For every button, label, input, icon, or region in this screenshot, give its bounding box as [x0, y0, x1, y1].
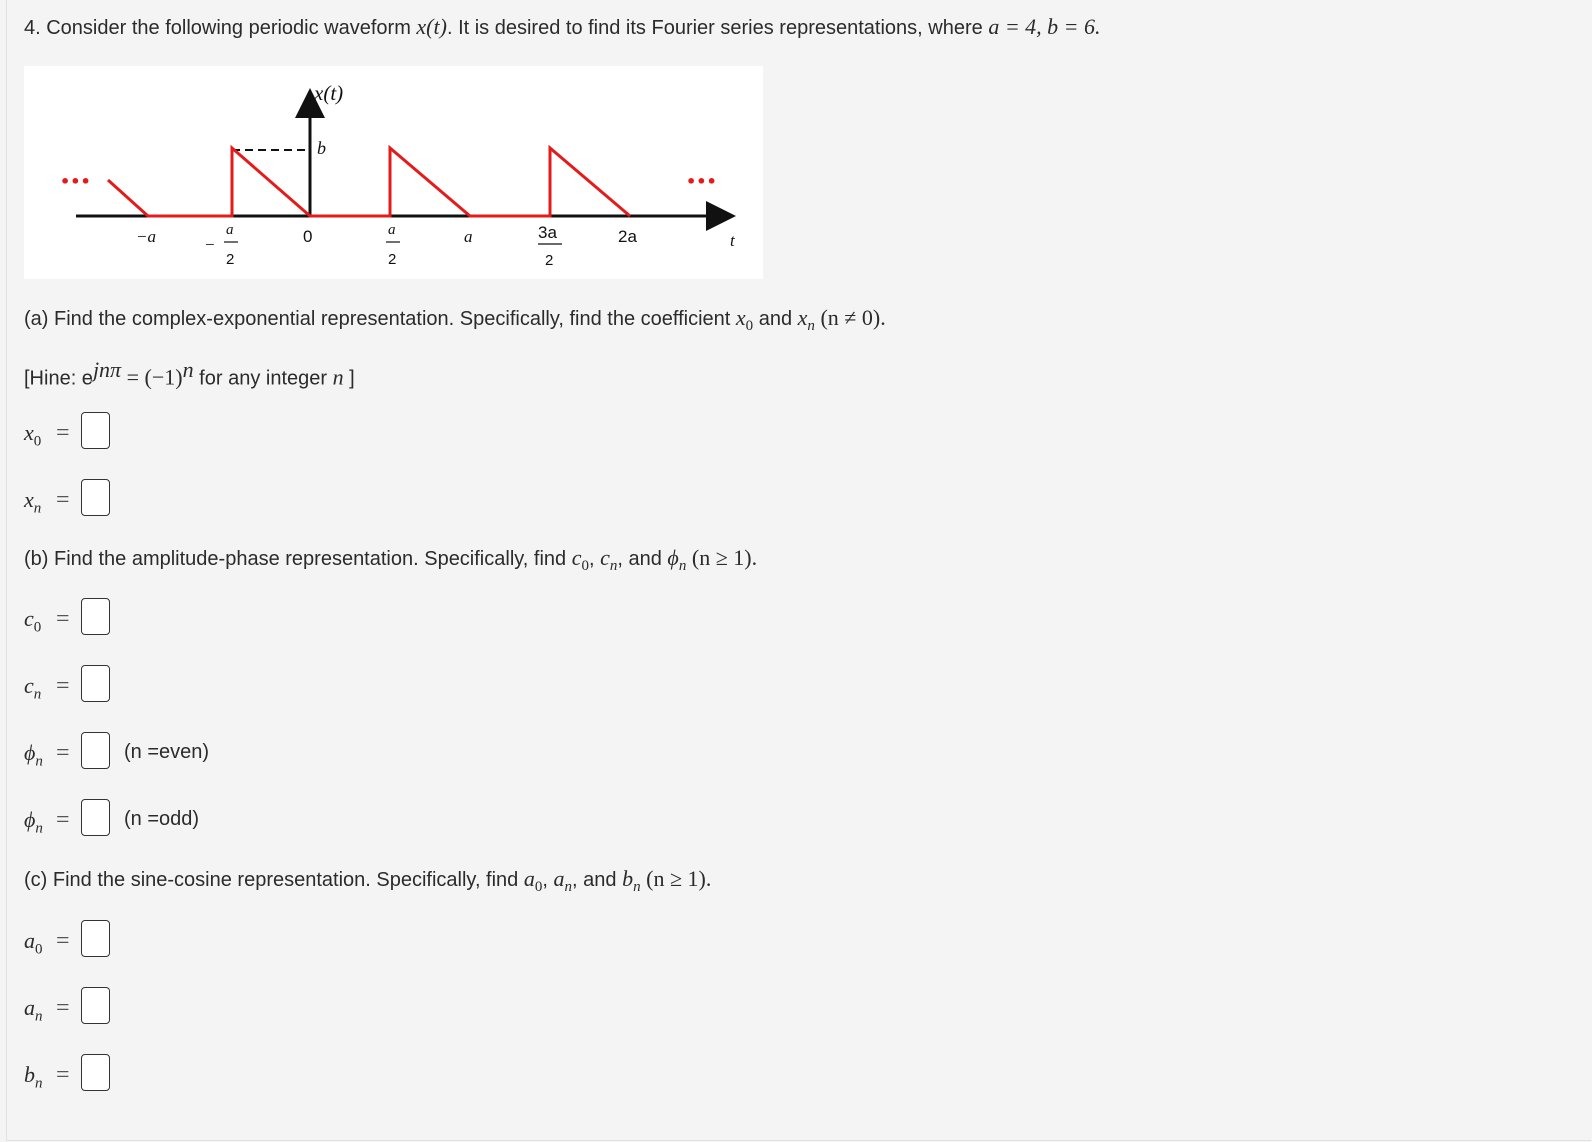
tick-two-a: 2a — [618, 227, 637, 246]
params: a = 4, b = 6. — [988, 14, 1101, 39]
an-equals: = — [56, 995, 70, 1021]
c0-equals: = — [56, 606, 70, 632]
cn-answer-box[interactable] — [81, 665, 110, 702]
right-ellipsis: ••• — [686, 172, 717, 191]
part-a-prompt: (a) Find the complex-exponential representation. Specifically, find the coefficient $x_0$ and $x_n$ (n ≠ 0). — [24, 305, 886, 334]
xn-equals: = — [56, 487, 70, 513]
question-title: 4. Consider the following periodic waveform x(t). It is desired to find its Fourier series representations, where a = 4, b = 6. — [24, 14, 1101, 39]
phi-even-label: $\phi_n$ — [24, 740, 43, 770]
waveform-svg — [24, 66, 763, 279]
cn-equals: = — [56, 673, 70, 699]
x0-label: $x_0$ — [24, 420, 42, 450]
part-a-hint: [Hine: $e^{jn\pi} = (-1)^n$ for any integer n ] — [24, 357, 355, 390]
phi-odd-condition: (n =odd) — [124, 808, 200, 830]
phi-odd-answer-box[interactable] — [81, 799, 110, 836]
tick-zero: 0 — [303, 227, 313, 246]
a0-label: $a_0$ — [24, 928, 43, 958]
an-label: $a_n$ — [24, 995, 43, 1025]
xn-answer-box[interactable] — [81, 479, 110, 516]
c0-answer-box[interactable] — [81, 598, 110, 635]
left-ellipsis: ••• — [60, 172, 91, 191]
phi-even-equals: = — [56, 740, 70, 766]
tick-neg-half-num: a — [226, 222, 234, 238]
tick-half-num: a — [388, 222, 396, 238]
tick-three-half-num: 3a — [538, 223, 557, 242]
xn-label: $x_n$ — [24, 487, 42, 517]
waveform-figure — [24, 66, 763, 279]
t-label: t — [730, 231, 735, 250]
x0-equals: = — [56, 420, 70, 446]
bn-answer-box[interactable] — [81, 1054, 110, 1091]
bn-equals: = — [56, 1062, 70, 1088]
tick-three-half-den: 2 — [545, 252, 554, 269]
x-of-t: x(t) — [416, 14, 447, 39]
phi-odd-label: $\phi_n$ — [24, 807, 43, 837]
phi-odd-equals: = — [56, 807, 70, 833]
tick-neg-half-sign: − — [205, 235, 215, 254]
phi-even-condition: (n =even) — [124, 741, 210, 763]
a0-equals: = — [56, 928, 70, 954]
tick-neg-half-den: 2 — [226, 251, 235, 268]
b-label: b — [317, 138, 326, 158]
y-label: x(t) — [314, 81, 344, 105]
part-c-prompt: (c) Find the sine-cosine representation. Specifically, find $a_0$, $a_n$, and $b_n$ (n ≥ 1). — [24, 866, 712, 895]
tick-a: a — [464, 227, 473, 246]
a0-answer-box[interactable] — [81, 920, 110, 957]
bn-label: $b_n$ — [24, 1062, 43, 1092]
c0-label: $c_0$ — [24, 606, 42, 636]
waveform-trace — [108, 148, 630, 216]
tick-neg-a: −a — [136, 227, 156, 246]
phi-even-answer-box[interactable] — [81, 732, 110, 769]
x0-answer-box[interactable] — [81, 412, 110, 449]
cn-label: $c_n$ — [24, 673, 42, 703]
part-b-prompt: (b) Find the amplitude-phase representation. Specifically, find $c_0$, $c_n$, and $\phi_n$ (n ≥ 1). — [24, 545, 758, 574]
an-answer-box[interactable] — [81, 987, 110, 1024]
tick-half-den: 2 — [388, 251, 397, 268]
